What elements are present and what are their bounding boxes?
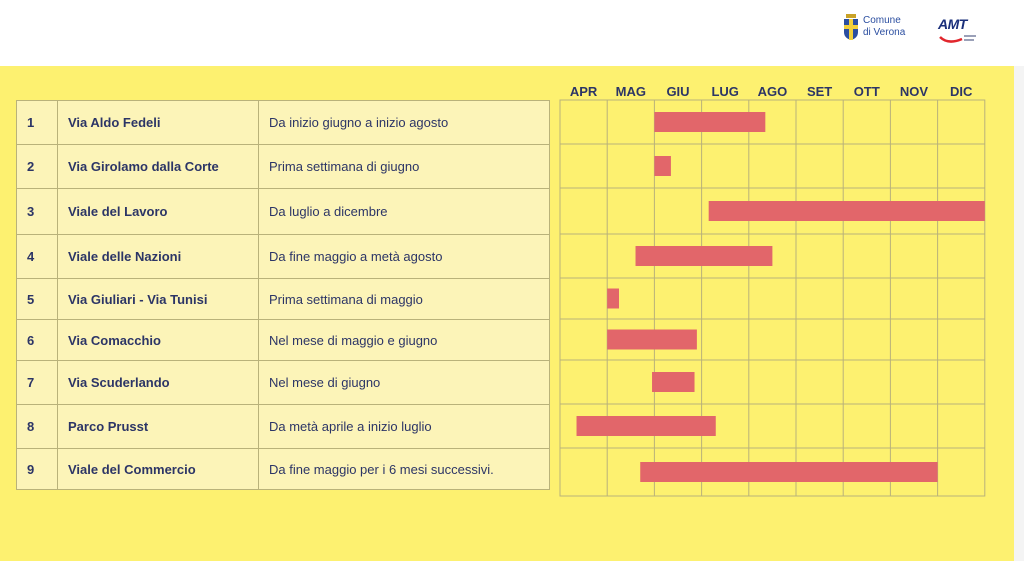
row-number: 2 — [17, 145, 58, 189]
work-period: Da fine maggio per i 6 mesi successivi. — [259, 449, 550, 490]
month-tick-label: MAG — [615, 84, 646, 99]
street-name: Via Aldo Fedeli — [58, 101, 259, 145]
work-period: Nel mese di maggio e giugno — [259, 320, 550, 361]
comune-line2: di Verona — [863, 27, 906, 38]
row-number: 8 — [17, 405, 58, 449]
row-number: 3 — [17, 189, 58, 235]
gantt-grid-background — [560, 100, 985, 496]
work-period: Da inizio giugno a inizio agosto — [259, 101, 550, 145]
street-name: Via Scuderlando — [58, 361, 259, 405]
work-period: Prima settimana di giugno — [259, 145, 550, 189]
row-number: 6 — [17, 320, 58, 361]
gantt-bar — [607, 330, 697, 350]
gantt-bar — [654, 112, 765, 132]
month-tick-label: OTT — [853, 84, 880, 99]
gantt-bar — [709, 201, 985, 221]
row-number: 9 — [17, 449, 58, 490]
amt-logo-text: AMT — [938, 16, 967, 32]
street-name: Via Comacchio — [58, 320, 259, 361]
row-number: 7 — [17, 361, 58, 405]
row-number: 1 — [17, 101, 58, 145]
work-period: Da luglio a dicembre — [259, 189, 550, 235]
month-tick-label: APR — [569, 84, 598, 99]
gantt-bar — [607, 289, 619, 309]
work-period: Prima settimana di maggio — [259, 279, 550, 320]
gantt-bar — [652, 372, 694, 392]
month-tick-label: DIC — [950, 84, 973, 99]
comune-line1: Comune — [863, 15, 901, 26]
street-name: Viale delle Nazioni — [58, 235, 259, 279]
street-name: Viale del Commercio — [58, 449, 259, 490]
street-name: Via Giuliari - Via Tunisi — [58, 279, 259, 320]
month-tick-label: GIU — [666, 84, 690, 99]
row-number: 4 — [17, 235, 58, 279]
gantt-bar — [640, 462, 937, 482]
month-tick-label: SET — [806, 84, 833, 99]
gantt-bar — [636, 246, 773, 266]
row-number: 5 — [17, 279, 58, 320]
street-name: Parco Prusst — [58, 405, 259, 449]
work-period: Nel mese di giugno — [259, 361, 550, 405]
gantt-bar — [577, 416, 716, 436]
work-period: Da fine maggio a metà agosto — [259, 235, 550, 279]
month-tick-label: NOV — [899, 84, 929, 99]
month-tick-label: LUG — [711, 84, 739, 99]
work-period: Da metà aprile a inizio luglio — [259, 405, 550, 449]
month-tick-label: AGO — [757, 84, 788, 99]
street-name: Via Girolamo dalla Corte — [58, 145, 259, 189]
street-name: Viale del Lavoro — [58, 189, 259, 235]
gantt-bar — [654, 156, 671, 176]
